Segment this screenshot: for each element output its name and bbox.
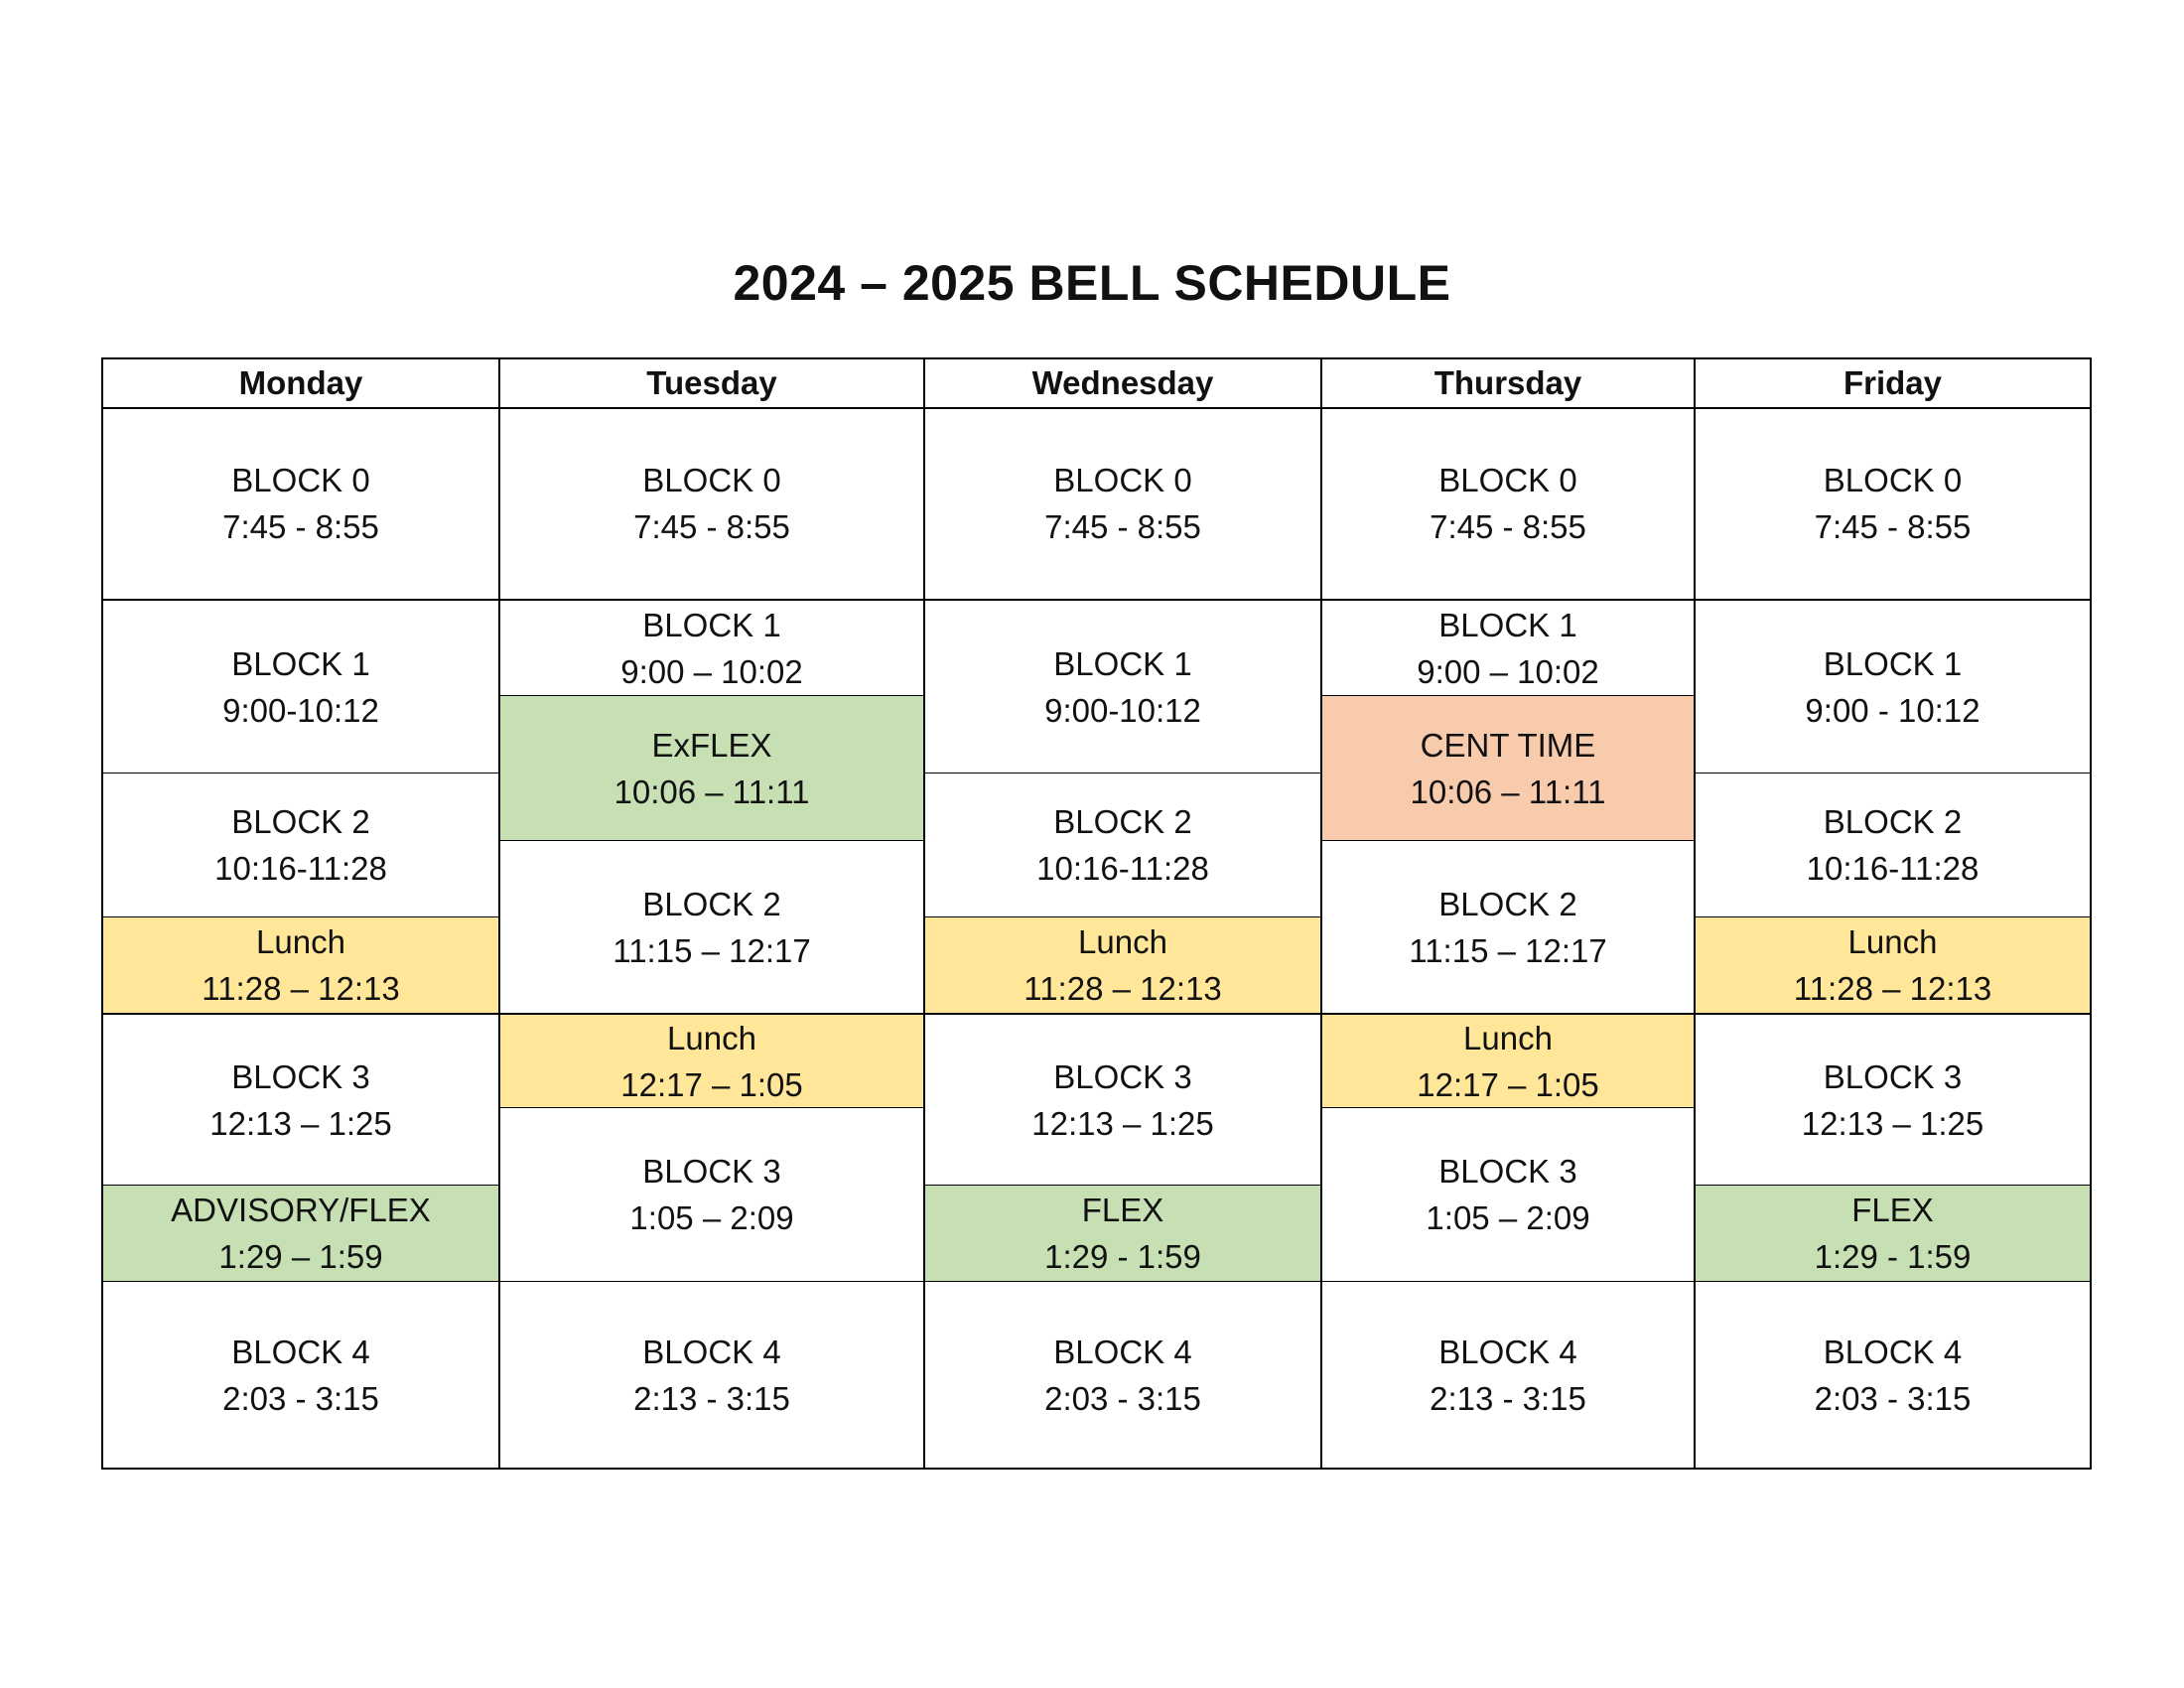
period-time: 11:15 – 12:17 [1409,931,1607,969]
period-cell [1696,1281,2090,1468]
period-time: 9:00-10:12 [222,691,379,729]
period-name: FLEX [1851,1192,1934,1228]
period-cell [103,599,498,773]
period-name: BLOCK 3 [231,1057,370,1095]
day-header-tuesday: Tuesday [646,364,777,401]
period-time: 10:16-11:28 [1036,850,1209,887]
period-name: BLOCK 1 [642,606,781,643]
period-time: 12:13 – 1:25 [1031,1104,1214,1142]
period-name: BLOCK 4 [1823,1333,1963,1370]
period-name: Lunch [1463,1019,1553,1056]
period-name: BLOCK 4 [231,1333,370,1370]
period-cell [1696,1013,2090,1185]
period-name: BLOCK 2 [1823,803,1963,840]
period-time: 9:00 - 10:12 [1805,691,1980,729]
period-cell [500,1281,923,1468]
day-header-thursday: Thursday [1433,364,1582,401]
period-time: 7:45 - 8:55 [1814,507,1972,545]
lunch-cell [500,1013,923,1107]
period-time: 11:15 – 12:17 [613,931,811,969]
period-time: 1:29 - 1:59 [1044,1238,1201,1275]
period-time: 2:03 - 3:15 [222,1379,379,1417]
lunch-cell [925,916,1320,1013]
period-name: BLOCK 3 [1823,1057,1963,1095]
period-name: CENT TIME [1420,726,1596,764]
column-thursday [1322,359,1696,1468]
period-time: 10:16-11:28 [214,850,387,887]
period-name: BLOCK 1 [231,644,370,682]
period-name: BLOCK 1 [1053,644,1192,682]
period-name: BLOCK 3 [1053,1057,1192,1095]
period-cell [1322,407,1694,599]
period-time: 11:28 – 12:13 [1793,970,1992,1007]
period-cell [925,407,1320,599]
period-time: 2:03 - 3:15 [1814,1379,1972,1417]
page-title: 2024 – 2025 BELL SCHEDULE [733,255,1451,311]
period-name: Lunch [256,923,345,960]
period-time: 2:13 - 3:15 [633,1379,790,1417]
period-time: 10:16-11:28 [1806,850,1979,887]
period-time: 10:06 – 11:11 [1410,773,1606,810]
period-name: Lunch [667,1019,756,1056]
period-time: 9:00-10:12 [1044,691,1201,729]
period-cell [500,1107,923,1281]
period-cell [1322,840,1694,1013]
column-monday [103,359,500,1468]
period-name: BLOCK 4 [642,1333,781,1370]
period-name: BLOCK 1 [1823,644,1963,682]
period-name: BLOCK 0 [1438,461,1577,498]
period-time: 12:17 – 1:05 [620,1065,803,1103]
period-name: BLOCK 2 [1053,803,1192,840]
period-name: BLOCK 2 [1438,885,1577,922]
period-name: ExFLEX [651,726,772,764]
period-cell [103,773,498,916]
period-time: 10:06 – 11:11 [614,773,810,810]
period-cell [500,407,923,599]
period-name: BLOCK 2 [642,885,781,922]
period-cell [925,1281,1320,1468]
column-tuesday [500,359,925,1468]
period-cell [103,1281,498,1468]
column-friday [1696,359,2090,1468]
period-time: 7:45 - 8:55 [1044,507,1201,545]
cent-time-cell [1322,695,1694,840]
period-name: FLEX [1081,1192,1164,1228]
period-name: BLOCK 4 [1053,1333,1192,1370]
period-cell [1696,773,2090,916]
period-time: 12:13 – 1:25 [209,1104,392,1142]
period-name: BLOCK 0 [642,461,781,498]
period-time: 2:13 - 3:15 [1430,1379,1586,1417]
period-cell [1322,1281,1694,1468]
lunch-cell [103,916,498,1013]
period-cell [1322,599,1694,695]
flex-cell [1696,1185,2090,1281]
column-wednesday [925,359,1322,1468]
day-header-wednesday: Wednesday [1031,364,1214,401]
period-time: 2:03 - 3:15 [1044,1379,1201,1417]
period-name: BLOCK 0 [231,461,370,498]
period-time: 12:13 – 1:25 [1801,1104,1984,1142]
bell-schedule-table [101,357,2092,1470]
period-time: 11:28 – 12:13 [202,970,400,1007]
period-cell [500,599,923,695]
period-cell [500,840,923,1013]
period-name: BLOCK 0 [1823,461,1963,498]
period-cell [1322,1107,1694,1281]
period-cell [1696,407,2090,599]
period-name: BLOCK 3 [1438,1153,1577,1190]
period-name: BLOCK 3 [642,1153,781,1190]
lunch-cell [1322,1013,1694,1107]
lunch-cell [1696,916,2090,1013]
flex-cell [500,695,923,840]
period-name: BLOCK 1 [1438,606,1577,643]
flex-cell [103,1185,498,1281]
period-name: BLOCK 4 [1438,1333,1577,1370]
period-time: 7:45 - 8:55 [222,507,379,545]
period-cell [103,407,498,599]
period-time: 9:00 – 10:02 [620,652,803,690]
period-time: 11:28 – 12:13 [1024,970,1222,1007]
period-time: 1:29 - 1:59 [1814,1238,1972,1275]
period-time: 7:45 - 8:55 [1430,507,1586,545]
period-cell [1696,599,2090,773]
period-time: 1:29 – 1:59 [218,1238,383,1275]
day-header-friday: Friday [1843,364,1943,401]
period-time: 9:00 – 10:02 [1417,652,1599,690]
period-name: Lunch [1847,923,1938,960]
period-cell [925,599,1320,773]
period-time: 1:05 – 2:09 [1426,1199,1590,1236]
period-cell [925,1013,1320,1185]
period-time: 12:17 – 1:05 [1417,1065,1599,1103]
period-time: 1:05 – 2:09 [629,1199,794,1236]
period-name: ADVISORY/FLEX [171,1192,431,1228]
period-name: Lunch [1078,923,1167,960]
period-cell [925,773,1320,916]
day-header-monday: Monday [238,364,363,401]
period-cell [103,1013,498,1185]
period-name: BLOCK 0 [1053,461,1192,498]
period-time: 7:45 - 8:55 [633,507,790,545]
period-name: BLOCK 2 [231,803,370,840]
flex-cell [925,1185,1320,1281]
